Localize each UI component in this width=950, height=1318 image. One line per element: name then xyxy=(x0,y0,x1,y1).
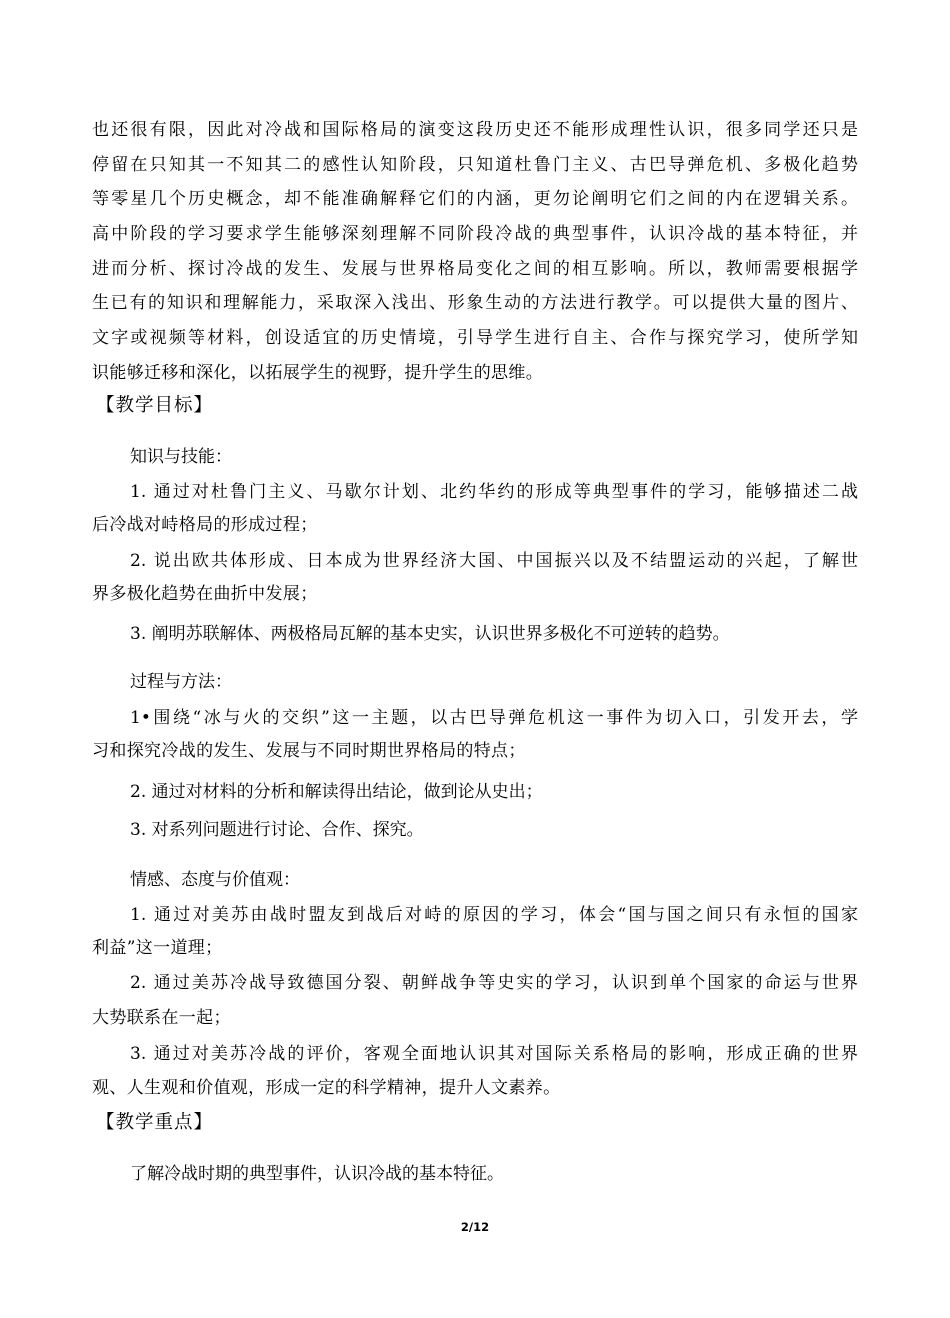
section-heading-focus: 【教学重点】 xyxy=(96,1112,214,1133)
subheading-emotion: 情感、态度与价值观： xyxy=(130,870,300,890)
emotion-item-1-line-2: 利益”这一道理； xyxy=(92,938,223,958)
emotion-item-3-line-1: 3. 通过对美苏冷战的评价，客观全面地认识其对国际关系格局的影响，形成正确的世界 xyxy=(130,1044,858,1064)
intro-line-1: 也还很有限，因此对冷战和国际格局的演变这段历史还不能形成理性认识，很多同学还只是 xyxy=(92,120,858,140)
intro-line-2: 停留在只知其一不知其二的感性认知阶段，只知道杜鲁门主义、古巴导弹危机、多极化趋势 xyxy=(92,155,858,175)
process-item-2-line-1: 2. 通过对材料的分析和解读得出结论，做到论从史出； xyxy=(130,782,543,802)
emotion-item-2-line-1: 2. 通过美苏冷战导致德国分裂、朝鲜战争等史实的学习，认识到单个国家的命运与世界 xyxy=(130,973,858,993)
emotion-item-2-line-2: 大势联系在一起； xyxy=(92,1008,231,1028)
section-heading-goals: 【教学目标】 xyxy=(96,395,214,416)
process-item-1-line-1: 1•围绕“冰与火的交织”这一主题，以古巴导弹危机这一事件为切入口，引发开去，学 xyxy=(130,708,858,728)
intro-line-7: 文字或视频等材料，创设适宜的历史情境，引导学生进行自主、合作与探究学习，使所学知 xyxy=(92,328,858,348)
page-number: 2/12 xyxy=(460,1220,490,1234)
intro-line-6: 生已有的知识和理解能力，采取深入浅出、形象生动的方法进行教学。可以提供大量的图片、 xyxy=(92,293,858,313)
intro-line-5: 进而分析、探讨冷战的发生、发展与世界格局变化之间的相互影响。所以，教师需要根据学 xyxy=(92,259,858,279)
process-item-3-line-1: 3. 对系列问题进行讨论、合作、探究。 xyxy=(130,820,424,840)
intro-line-3: 等零星几个历史概念，却不能准确解释它们的内涵，更勿论阐明它们之间的内在逻辑关系。 xyxy=(92,189,858,209)
knowledge-item-1-line-1: 1. 通过对杜鲁门主义、马歇尔计划、北约华约的形成等典型事件的学习，能够描述二战 xyxy=(130,482,858,502)
intro-line-4: 高中阶段的学习要求学生能够深刻理解不同阶段冷战的典型事件，认识冷战的基本特征，并 xyxy=(92,224,858,244)
focus-text: 了解冷战时期的典型事件，认识冷战的基本特征。 xyxy=(130,1164,504,1184)
emotion-item-1-line-1: 1. 通过对美苏由战时盟友到战后对峙的原因的学习，体会“国与国之间只有永恒的国家 xyxy=(130,905,858,925)
process-item-1-line-2: 习和探究冷战的发生、发展与不同时期世界格局的特点； xyxy=(92,741,526,761)
knowledge-item-2-line-1: 2. 说出欧共体形成、日本成为世界经济大国、中国振兴以及不结盟运动的兴起，了解世 xyxy=(130,551,858,571)
subheading-process: 过程与方法： xyxy=(130,672,232,692)
subheading-knowledge: 知识与技能： xyxy=(130,447,232,467)
intro-line-8: 识能够迁移和深化，以拓展学生的视野，提升学生的思维。 xyxy=(92,363,544,383)
knowledge-item-1-line-2: 后冷战对峙格局的形成过程； xyxy=(92,515,318,535)
knowledge-item-2-line-2: 界多极化趋势在曲折中发展； xyxy=(92,584,318,604)
emotion-item-3-line-2: 观、人生观和价值观，形成一定的科学精神，提升人文素养。 xyxy=(92,1078,561,1098)
knowledge-item-3-line-1: 3. 阐明苏联解体、两极格局瓦解的基本史实，认识世界多极化不可逆转的趋势。 xyxy=(130,624,730,644)
